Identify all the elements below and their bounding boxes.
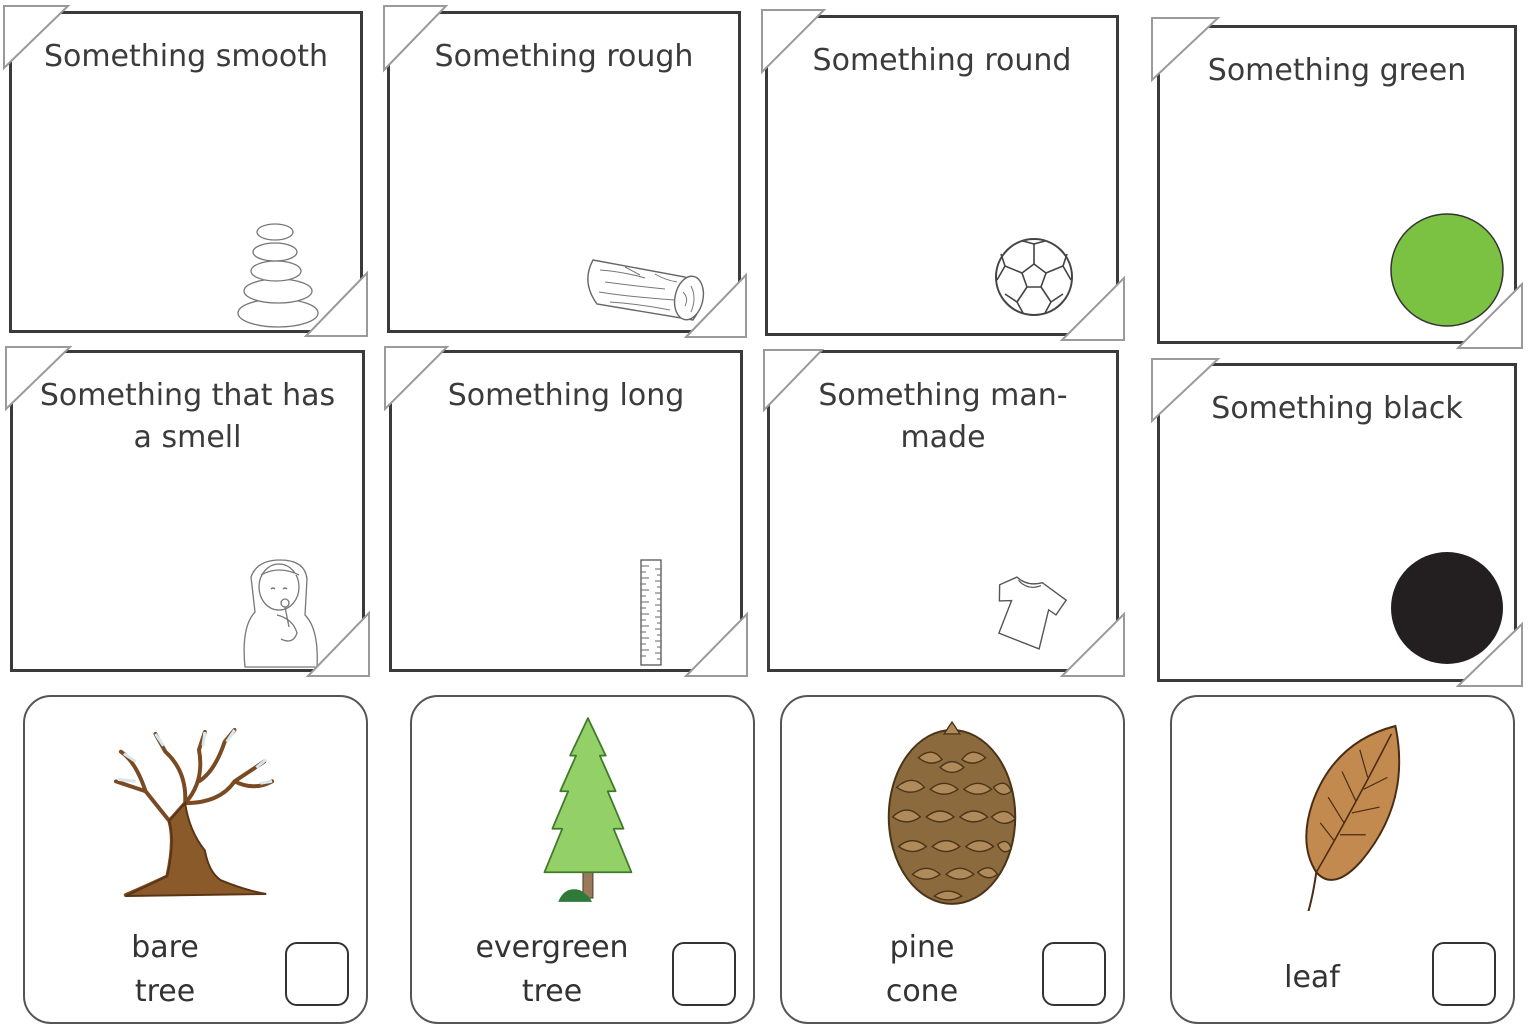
frame-title: Something rough <box>434 39 694 74</box>
bare-tree-icon <box>25 711 366 911</box>
checkbox[interactable] <box>1042 942 1106 1006</box>
checkbox[interactable] <box>672 942 736 1006</box>
frame-title: Something smooth <box>43 39 329 74</box>
frame-title: Something black <box>1211 391 1463 426</box>
frame-title: Something long <box>447 378 685 413</box>
card-label-line1: evergreen <box>475 930 629 965</box>
card-label-line2: tree <box>134 974 196 1009</box>
checklist-card-evergreen-tree <box>410 695 755 1024</box>
checklist-card-leaf <box>1170 695 1515 1024</box>
frame-title: Something round <box>812 43 1072 78</box>
evergreen-tree-icon <box>412 711 753 911</box>
checkbox[interactable] <box>1432 942 1496 1006</box>
frame-title: Something man-made <box>818 378 1068 455</box>
card-label: leaf <box>1284 960 1340 995</box>
card-label-line1: pine <box>889 930 955 965</box>
checklist-card-bare-tree <box>23 695 368 1024</box>
checkbox[interactable] <box>285 942 349 1006</box>
card-label-line2: cone <box>885 974 959 1009</box>
pine-cone-icon <box>782 711 1123 911</box>
frame-title: Something green <box>1207 53 1467 88</box>
card-label-line2: tree <box>521 974 583 1009</box>
checklist-card-pine-cone <box>780 695 1125 1024</box>
frame-title: Something that has a smell <box>39 378 336 455</box>
card-label-line1: bare <box>131 930 199 965</box>
leaf-icon <box>1172 711 1513 911</box>
